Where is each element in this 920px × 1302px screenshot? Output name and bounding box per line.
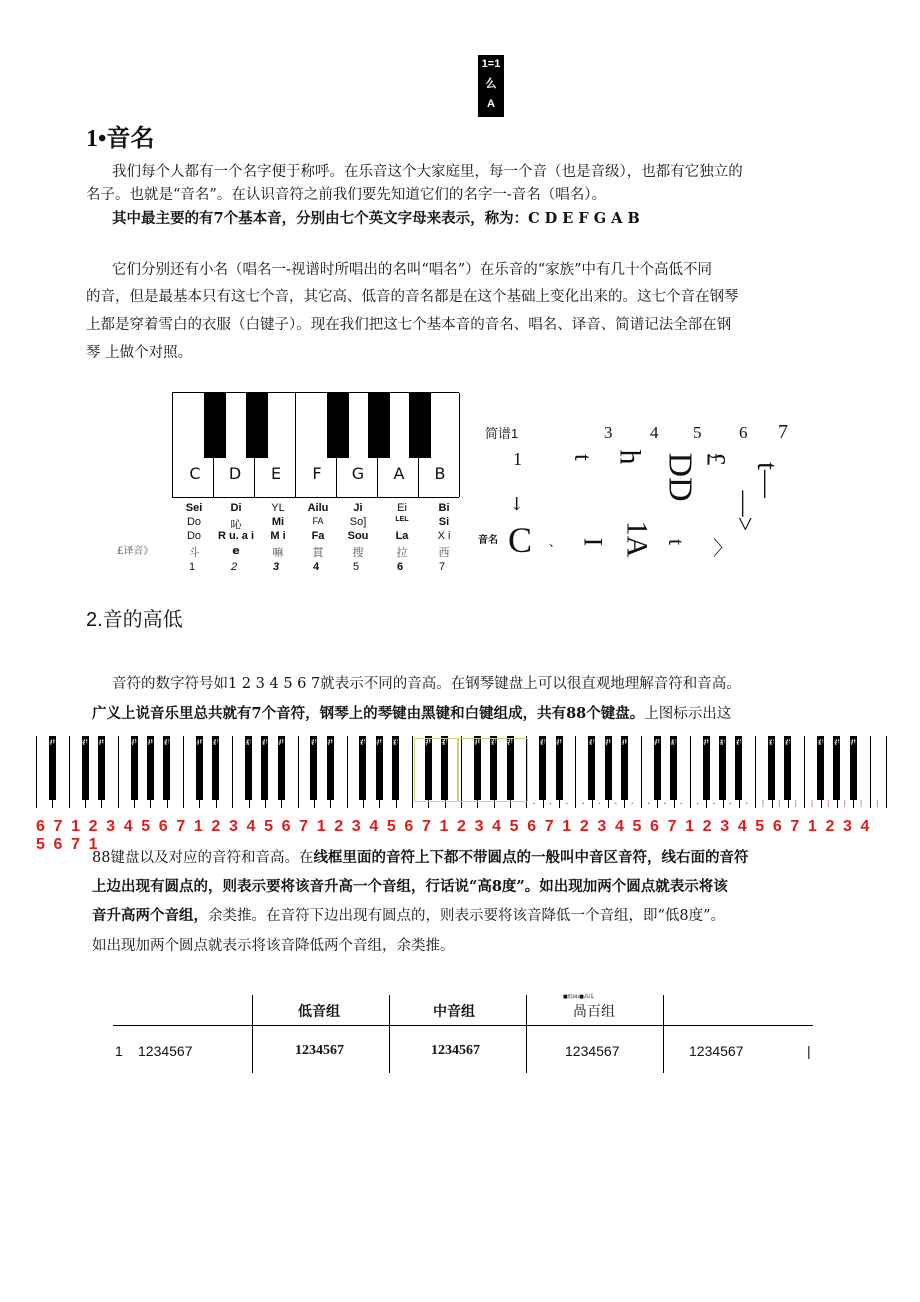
key-letter: F xyxy=(312,464,322,483)
header-tiny-note: ■低8b■高瓜 xyxy=(563,994,594,1000)
white-key-e xyxy=(788,736,804,808)
cell: 貫 xyxy=(312,546,324,559)
cell-5: 1234567 xyxy=(689,1043,744,1059)
cell: R u. a i xyxy=(217,530,255,542)
sharp-mark: # xyxy=(490,738,497,747)
jianpu-3: 3 xyxy=(604,423,613,442)
cell: Mi xyxy=(271,516,285,528)
badge-line-1: 1=1 xyxy=(481,58,501,70)
sharp-mark: # xyxy=(620,738,628,747)
s2-p2-normal: 上图标示出这 xyxy=(644,706,732,722)
cell: 搜 xyxy=(352,546,364,559)
s2-p5 xyxy=(92,903,725,929)
sharp-mark: # xyxy=(375,738,383,747)
cell: Sei xyxy=(185,502,203,514)
octave-dot: · xyxy=(614,799,618,810)
sharp-mark: # xyxy=(506,738,514,747)
header-low: 低音组 xyxy=(298,1004,340,1020)
white-key-b xyxy=(281,736,297,808)
jianpu-6: 6 xyxy=(739,423,748,442)
row-label: 1 xyxy=(115,1043,123,1059)
header-high: 咼百组 xyxy=(573,1004,615,1020)
octave-dot: · xyxy=(745,799,749,810)
cell: Ailu xyxy=(307,502,329,514)
garble-h: h xyxy=(613,449,647,465)
cell: Do xyxy=(186,516,202,528)
s2-p2-bold: 广义上说音乐里总共就有7个音符，钢琴上的琴键由黑键和白键组成，共有88个键盘。 xyxy=(92,705,645,722)
s1-p2-line4: 琴 上做个对照。 xyxy=(86,345,193,361)
sharp-mark: # xyxy=(784,738,792,747)
cell: 7 xyxy=(438,561,446,573)
garble-t3: t xyxy=(664,538,690,546)
octave-dot: ⁝ xyxy=(859,799,863,810)
sharp-mark: # xyxy=(245,738,252,747)
sharp-mark: # xyxy=(392,738,399,747)
sharp-mark: # xyxy=(768,738,775,747)
cell: Do xyxy=(186,530,202,542)
key-letter: G xyxy=(351,464,365,483)
octave-dot: · xyxy=(532,799,536,810)
sharp-mark: # xyxy=(555,738,563,747)
garble-t2: t— xyxy=(750,462,782,498)
sharp-mark: # xyxy=(473,738,481,747)
key-letter: D xyxy=(228,464,242,483)
key-letter: A xyxy=(393,464,405,483)
octave-dot: ⁝ xyxy=(843,799,847,810)
cell: Bi xyxy=(438,502,450,514)
sharp-mark: # xyxy=(81,738,89,747)
white-key-b xyxy=(167,736,183,808)
cell: 1 xyxy=(188,561,196,573)
cell: M i xyxy=(270,530,286,542)
sharp-mark: # xyxy=(702,738,710,747)
white-key-e xyxy=(216,736,232,808)
cell: Sou xyxy=(347,530,369,542)
octave-dot: · xyxy=(565,799,569,810)
key-letter: B xyxy=(434,464,446,483)
cell: 西 xyxy=(438,546,450,559)
s2-p6: 如出现加两个圆点就表示将该音降低两个音组，余类推。 xyxy=(92,938,455,954)
s2-p4: 上边出现有圆点的，则表示要将该音升高一个音组，行话说“高8度”。如出现加两个圆点就表示将该 xyxy=(92,878,728,895)
badge-line-3: A xyxy=(487,98,495,110)
keyboard-end xyxy=(886,736,887,808)
translation-label: £译音》 xyxy=(117,546,154,557)
s2-p3-b: 线框里面的音符上下都不带圆点的一般叫中音区音符，线右面的音符 xyxy=(313,849,749,866)
sharp-mark: # xyxy=(48,738,56,747)
cell-mid: 1234567 xyxy=(431,1043,480,1058)
sharp-mark: # xyxy=(424,738,432,747)
white-key-b xyxy=(853,736,869,808)
cell: YL xyxy=(271,502,285,514)
octave-dot: ⁝ xyxy=(875,799,879,810)
octave-table xyxy=(113,995,813,1075)
s2-p3-a: 88键盘以及对应的音符和音高。在 xyxy=(92,850,314,866)
octave-dot: · xyxy=(581,799,585,810)
jianpu-1: 1 xyxy=(513,449,522,469)
octave-dot: ⁝ xyxy=(810,799,814,810)
s2-p1: 音符的数字符号如1 2 3 4 5 6 7就表示不同的音高。在钢琴键盘上可以很直观地理解音符和音高。 xyxy=(112,676,741,692)
header-mid: 中音组 xyxy=(433,1004,475,1020)
s1-p1-line1: 我们每个人都有一个名字便于称呼。在乐音这个大家庭里，每一个音（也是音级），也都有它独立的 xyxy=(112,164,743,180)
cell: So] xyxy=(349,516,367,528)
white-key-c xyxy=(870,736,886,808)
down-arrow-icon: ↓ xyxy=(509,494,525,515)
white-key-e xyxy=(330,736,346,808)
middle-frame-right xyxy=(458,738,528,802)
sharp-mark: # xyxy=(310,738,318,747)
cell: Ji xyxy=(353,502,363,514)
octave-dot: ⁝ xyxy=(826,799,830,810)
yinming-label: 音名 xyxy=(478,535,498,546)
s1-p2-line3: 上都是穿着雪白的衣服（白键子）。现在我们把这七个基本音的音名、唱名、译音、简谱记法全部在钢 xyxy=(86,317,732,333)
white-key-b xyxy=(52,736,68,808)
cell: 3 xyxy=(272,561,280,573)
s1-p1-line3: 其中最主要的有7个基本音，分别由七个英文字母来表示，称为：C D E F G A B xyxy=(112,210,640,227)
cell: 6 xyxy=(396,561,404,573)
s1-p1-line2: 名子。也就是“音名”。在认识音符之前我们要先知道它们的名字一-音名（唱名）。 xyxy=(86,187,606,203)
octave-dot: ⁝ xyxy=(794,799,798,810)
sharp-mark: # xyxy=(326,738,334,747)
table-divider xyxy=(389,995,390,1073)
table-rule xyxy=(113,1025,813,1026)
sharp-mark: # xyxy=(588,738,595,747)
sharp-mark: # xyxy=(163,738,170,747)
cell: 斗 xyxy=(188,546,200,559)
table-divider xyxy=(252,995,253,1073)
cell: 嘛 xyxy=(272,546,284,559)
white-key-e xyxy=(101,736,117,808)
cell: 2 xyxy=(230,561,238,573)
white-key-e xyxy=(674,736,690,808)
cell: 5 xyxy=(352,561,360,573)
garble-arrow: —> xyxy=(730,490,760,532)
white-key-b xyxy=(396,736,412,808)
black-key xyxy=(204,393,226,458)
cell: La xyxy=(395,530,409,542)
sharp-mark: # xyxy=(604,738,612,747)
jianpu-label: 简谱1 xyxy=(485,426,519,441)
octave-dot: · xyxy=(696,799,700,810)
section2-title: 2.音的高低 xyxy=(86,609,183,631)
octave-dot: · xyxy=(597,799,602,810)
sharp-mark: # xyxy=(277,738,285,747)
garble-t: t xyxy=(568,454,595,461)
jianpu-7: 7 xyxy=(778,421,788,443)
sharp-mark: # xyxy=(441,738,448,747)
octave-dot: · xyxy=(679,799,683,810)
sharp-mark: # xyxy=(670,738,677,747)
middle-frame-left xyxy=(414,738,458,802)
cell: Di xyxy=(230,502,242,514)
octave-dot: · xyxy=(728,799,732,810)
cell: LEL xyxy=(395,516,409,523)
table-divider xyxy=(663,995,664,1073)
key-letter: C xyxy=(189,464,201,483)
piano-keyboard-88 xyxy=(36,736,886,853)
cell: FA xyxy=(312,516,324,526)
cell: 吣 xyxy=(230,518,242,531)
octave-dot: · xyxy=(646,799,651,810)
cell: e xyxy=(232,544,240,557)
s2-p5-bold: 音升高两个音组， xyxy=(92,907,208,924)
sharp-mark: # xyxy=(146,738,154,747)
key-badge xyxy=(478,55,504,117)
jianpu-4: 4 xyxy=(650,423,659,442)
cell: Fa xyxy=(311,530,325,542)
sharp-mark: # xyxy=(212,738,219,747)
cell-low: 1234567 xyxy=(295,1043,344,1058)
white-key-e xyxy=(559,736,575,808)
table-divider xyxy=(526,995,527,1073)
cell: 4 xyxy=(312,561,320,573)
garble-dd: DD xyxy=(661,452,699,502)
black-key xyxy=(409,393,431,458)
sharp-mark: # xyxy=(833,738,841,747)
sharp-mark: # xyxy=(653,738,661,747)
jianpu-5: 5 xyxy=(693,423,702,442)
garble-v: 〉 xyxy=(713,536,733,560)
white-key-b xyxy=(624,736,640,808)
red-note-numbers: 6 7 1 2 3 4 5 6 7 1 2 3 4 5 6 7 1 2 3 4 5 6 7 1 2 3 4 5 6 7 1 2 3 4 5 6 7 1 2 3 4 5 6 7 1 2 3 4 5 6 7 1 xyxy=(36,818,873,853)
garble-c: C xyxy=(508,520,533,560)
sharp-mark: # xyxy=(817,738,824,747)
cell-high: 1234567 xyxy=(565,1043,620,1059)
cell: Ei xyxy=(397,502,407,514)
octave-dot: · xyxy=(548,799,553,810)
sharp-mark: # xyxy=(130,738,138,747)
garble-dot: 、 xyxy=(549,535,562,549)
sharp-mark: # xyxy=(849,738,857,747)
octave-dot: ⁝ xyxy=(777,799,781,810)
sharp-mark: # xyxy=(719,738,726,747)
black-key xyxy=(327,393,349,458)
black-key xyxy=(246,393,268,458)
white-key-b xyxy=(739,736,755,808)
garble-pound: £ xyxy=(701,452,731,466)
sharp-mark: # xyxy=(539,738,546,747)
sharp-mark: # xyxy=(261,738,269,747)
cell-1: 1234567 xyxy=(138,1043,193,1059)
sharp-mark: # xyxy=(359,738,367,747)
cell: Si xyxy=(438,516,450,528)
s2-p2 xyxy=(92,701,731,727)
octave-dot: ⁝ xyxy=(761,799,765,810)
s1-p2-line1: 它们分别还有小名（唱名一-视谱时所唱出的名叫“唱名”）在乐音的“家族”中有几十个高低不同 xyxy=(112,262,713,278)
piano-keyboard-small xyxy=(172,392,459,498)
badge-line-2: 么 xyxy=(485,78,497,90)
cell: X i xyxy=(437,530,451,542)
key-letter: E xyxy=(270,464,282,483)
sharp-mark: # xyxy=(195,738,203,747)
s2-p5-normal: 余类推。在音符下边出现有圆点的，则表示要将该音降低一个音组，即“低8度”。 xyxy=(208,908,726,924)
garble-1a: 1A xyxy=(620,520,654,558)
sharp-mark: # xyxy=(97,738,105,747)
black-key xyxy=(368,393,390,458)
garble-i: I xyxy=(578,537,608,547)
cell: 拉 xyxy=(396,546,408,559)
s1-p2-line2: 的音，但是最基本只有这七个音，其它高、低音的音名都是在这个基础上变化出来的。这七个音在钢琴 xyxy=(86,289,739,305)
section1-title: 1•音名 xyxy=(86,126,155,152)
octave-dot: · xyxy=(663,799,667,810)
octave-dot: · xyxy=(630,799,634,810)
s2-p3 xyxy=(92,845,748,871)
cell-end: | xyxy=(807,1043,811,1059)
sharp-mark: # xyxy=(735,738,743,747)
octave-dot: · xyxy=(712,799,716,810)
